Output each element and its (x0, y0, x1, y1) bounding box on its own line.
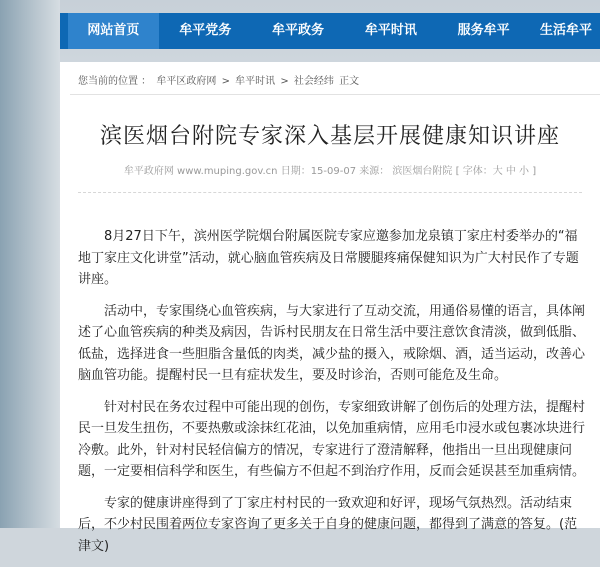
nav-item-news[interactable]: 牟平时讯 (364, 23, 417, 38)
nav-item-government[interactable]: 牟平政务 (272, 23, 325, 38)
meta-divider (78, 192, 582, 193)
article-body (78, 226, 588, 567)
breadcrumb-link-site[interactable]: 牟平区政府网 (156, 76, 217, 87)
breadcrumb-link-news[interactable]: 牟平时讯 (235, 76, 276, 87)
article-paragraph: 针对村民在务农过程中可能出现的创伤，专家细致讲解了创伤后的处理方法，提醒村民一旦发生扭伤，不要热敷或涂抹红花油，以免加重病情，应用毛巾浸水或包裹冰块进行冷敷。此外，针对村民轻信偏方的情况，专家进行了澄清解释，他指出一旦出现健康问题，一定要相信科学和医生，有些偏方不但起不到治疗作用，反而会延误甚至加重病情。 (78, 399, 586, 479)
nav-item-life[interactable]: 生活牟平 (540, 23, 593, 38)
content-panel (60, 62, 600, 554)
main-nav (60, 13, 600, 49)
nav-item-services[interactable]: 服务牟平 (457, 23, 510, 38)
breadcrumb-prefix: 您当前的位置 ： (78, 76, 152, 87)
breadcrumb (78, 72, 361, 87)
breadcrumb-current: 正文 (339, 76, 360, 87)
nav-item-party[interactable]: 牟平党务 (179, 23, 232, 38)
breadcrumb-separator: > (221, 76, 230, 87)
article-paragraph: 专家的健康讲座得到了丁家庄村村民的一致欢迎和好评，现场气氛热烈。活动结束后，不少村民围着两位专家咨询了更多关于自身的健康问题，都得到了满意的答复。(范津文) (78, 495, 578, 554)
breadcrumb-divider (70, 94, 600, 95)
nav-item-home[interactable]: 网站首页 (68, 13, 159, 49)
article-title: 滨医烟台附院专家深入基层开展健康知识讲座 (99, 124, 560, 149)
banner-image-edge (0, 0, 60, 528)
article-meta: 牟平政府网 www.muping.gov.cn 日期：15-09-07 来源： 滨医烟台附院 [ 字体：大 中 小 ] (123, 166, 537, 177)
article-paragraph: 8月27日下午，滨州医学院烟台附属医院专家应邀参加龙泉镇丁家庄村委举办的“福地丁家庄文化讲堂”活动，就心脑血管疾病及日常腰腿疼痛保健知识为广大村民作了专题讲座。 (78, 229, 579, 287)
breadcrumb-link-society[interactable]: 社会经纬 (293, 76, 334, 87)
breadcrumb-separator: > (280, 76, 289, 87)
article-paragraph: 活动中，专家围绕心血管疾病，与大家进行了互动交流，用通俗易懂的语言，具体阐述了心血管疾病的种类及病因，告诉村民朋友在日常生活中要注意饮食清淡，做到低脂、低盐，选择进食一些胆脂含量低的肉类，减少盐的摄入，戒除烟、酒，适当运动，改善心脑血管功能。提醒村民一旦有症状发生，要及时诊治，否则可能危及生命。 (78, 303, 586, 383)
